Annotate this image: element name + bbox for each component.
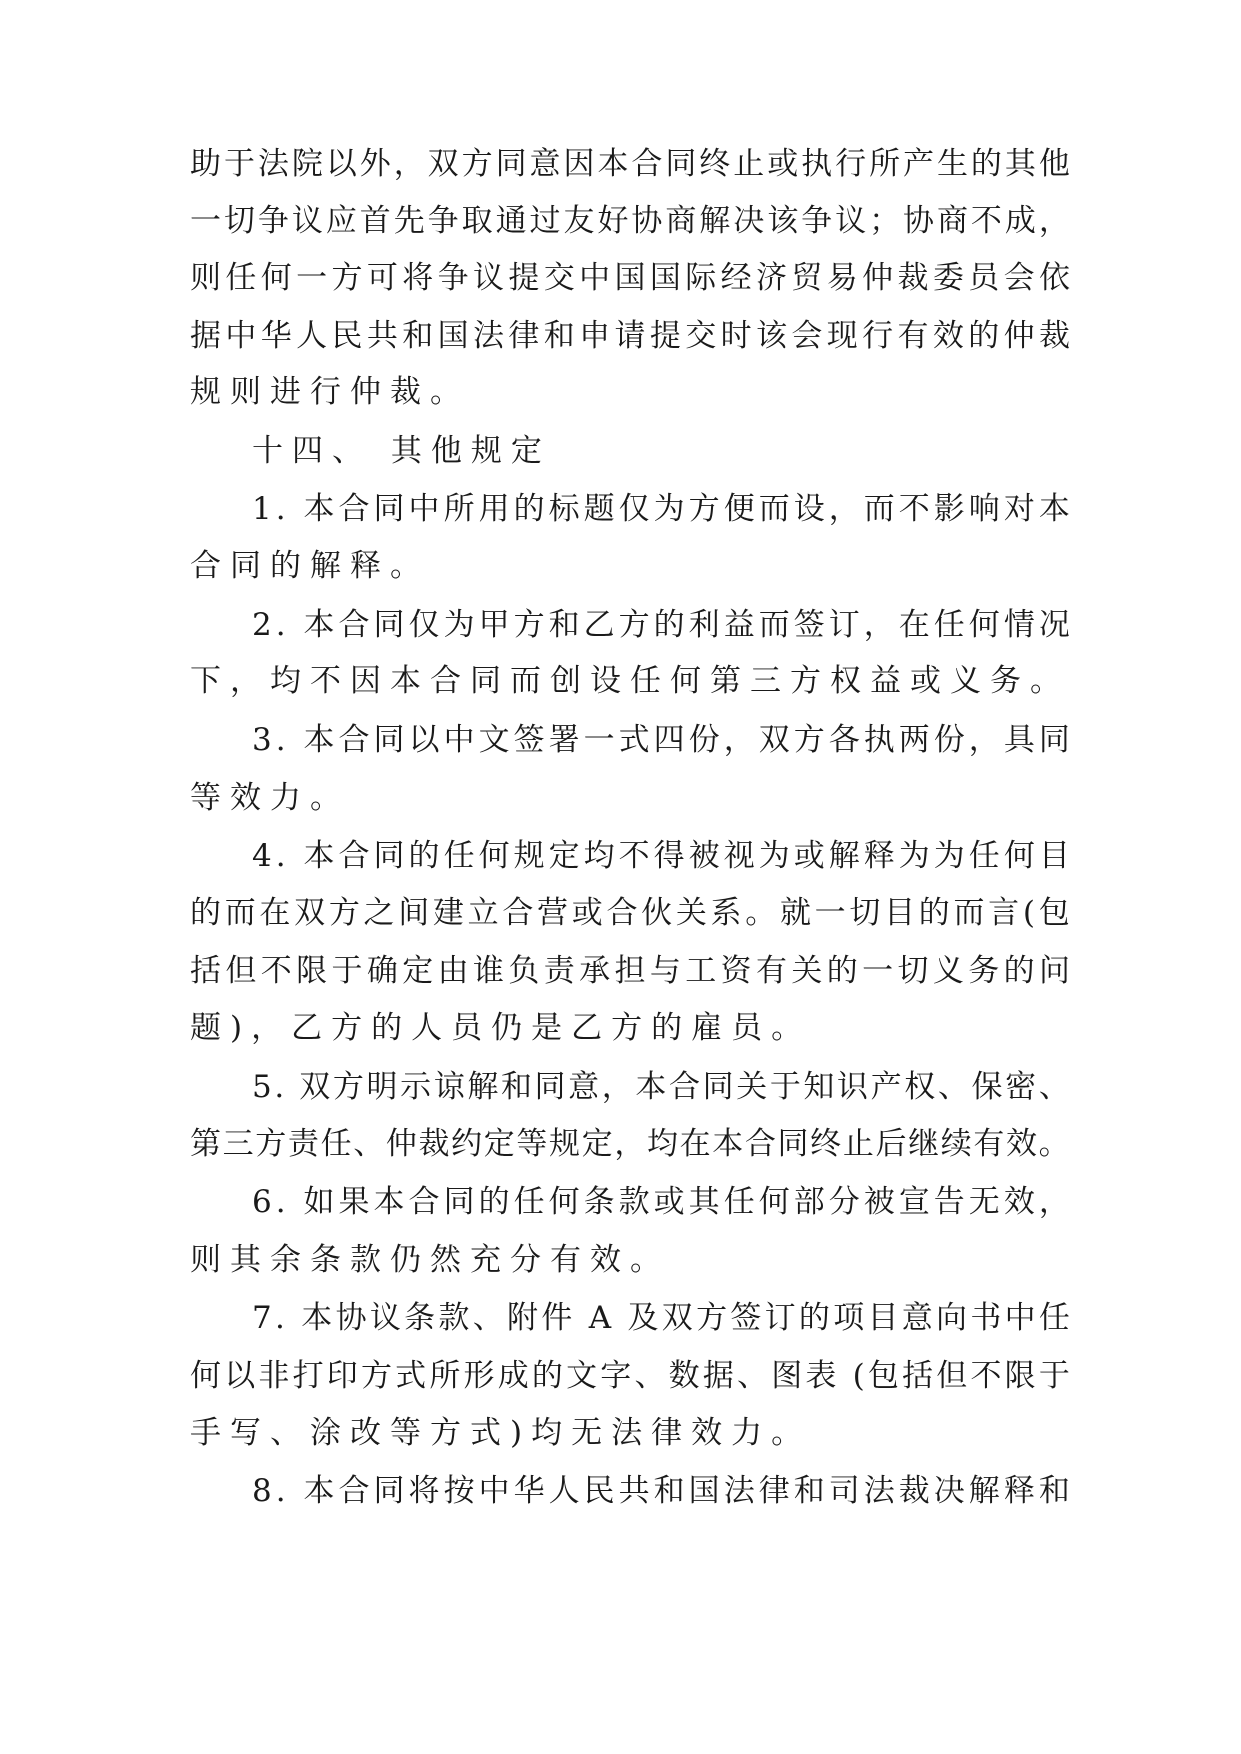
text-line: 5 . 双 方 明 示 谅 解 和 同 意 ， 本 合 同 关 于 知 识 产 权 、 保 密 、 bbox=[252, 1069, 1070, 1105]
text-line: 题)，乙方的人员仍是乙方的雇员。 bbox=[190, 1010, 812, 1046]
text-line: 一 切 争 议 应 首 先 争 取 通 过 友 好 协 商 解 决 该 争 议 ； 协 商 不 成 ， bbox=[190, 203, 1070, 239]
text-line: 第 三 方 责 任 、 仲 裁 约 定 等 规 定 ， 均 在 本 合 同 终 止 后 继 续 有 效 。 bbox=[190, 1126, 1070, 1162]
text-line: 7 . 本 协 议 条 款 、 附 件 A 及 双 方 签 订 的 项 目 意 向 书 中 任 bbox=[252, 1300, 1070, 1336]
text-line: 括 但 不 限 于 确 定 由 谁 负 责 承 担 与 工 资 有 关 的 一 切 义 务 的 问 bbox=[190, 953, 1070, 989]
text-line: 据 中 华 人 民 共 和 国 法 律 和 申 请 提 交 时 该 会 现 行 有 效 的 仲 裁 bbox=[190, 318, 1070, 354]
text-line: 规则进行仲裁。 bbox=[190, 374, 470, 410]
text-line: 则其余条款仍然充分有效。 bbox=[190, 1242, 670, 1278]
text-line: 的 而 在 双 方 之 间 建 立 合 营 或 合 伙 关 系 。 就 一 切 目 的 而 言 ( 包 bbox=[190, 895, 1070, 931]
text-line: 6 . 如 果 本 合 同 的 任 何 条 款 或 其 任 何 部 分 被 宣 告 无 效 ， bbox=[252, 1184, 1070, 1220]
text-line: 等效力。 bbox=[190, 780, 350, 816]
text-line: 4 . 本 合 同 的 任 何 规 定 均 不 得 被 视 为 或 解 释 为 为 任 何 目 bbox=[252, 838, 1070, 874]
text-line: 何 以 非 打 印 方 式 所 形 成 的 文 字 、 数 据 、 图 表 ( 包 括 但 不 限 于 bbox=[190, 1358, 1070, 1394]
text-line: 2 . 本 合 同 仅 为 甲 方 和 乙 方 的 利 益 而 签 订 ， 在 任 何 情 况 bbox=[252, 607, 1070, 643]
text-line: 则 任 何 一 方 可 将 争 议 提 交 中 国 国 际 经 济 贸 易 仲 裁 委 员 会 依 bbox=[190, 260, 1070, 296]
text-line: 下，均不因本合同而创设任何第三方权益或义务。 bbox=[190, 663, 1070, 699]
text-line: 合同的解释。 bbox=[190, 548, 430, 584]
section-heading: 十四、 其他规定 bbox=[252, 433, 551, 469]
text-line: 8 . 本 合 同 将 按 中 华 人 民 共 和 国 法 律 和 司 法 裁 决 解 释 和 bbox=[252, 1473, 1070, 1509]
text-line: 1 . 本 合 同 中 所 用 的 标 题 仅 为 方 便 而 设 ， 而 不 影 响 对 本 bbox=[252, 491, 1070, 527]
text-line: 3 . 本 合 同 以 中 文 签 署 一 式 四 份 ， 双 方 各 执 两 份 ， 具 同 bbox=[252, 722, 1070, 758]
text-line: 助 于 法 院 以 外 ， 双 方 同 意 因 本 合 同 终 止 或 执 行 所 产 生 的 其 他 bbox=[190, 146, 1070, 182]
text-line: 手写、涂改等方式)均无法律效力。 bbox=[190, 1415, 812, 1451]
